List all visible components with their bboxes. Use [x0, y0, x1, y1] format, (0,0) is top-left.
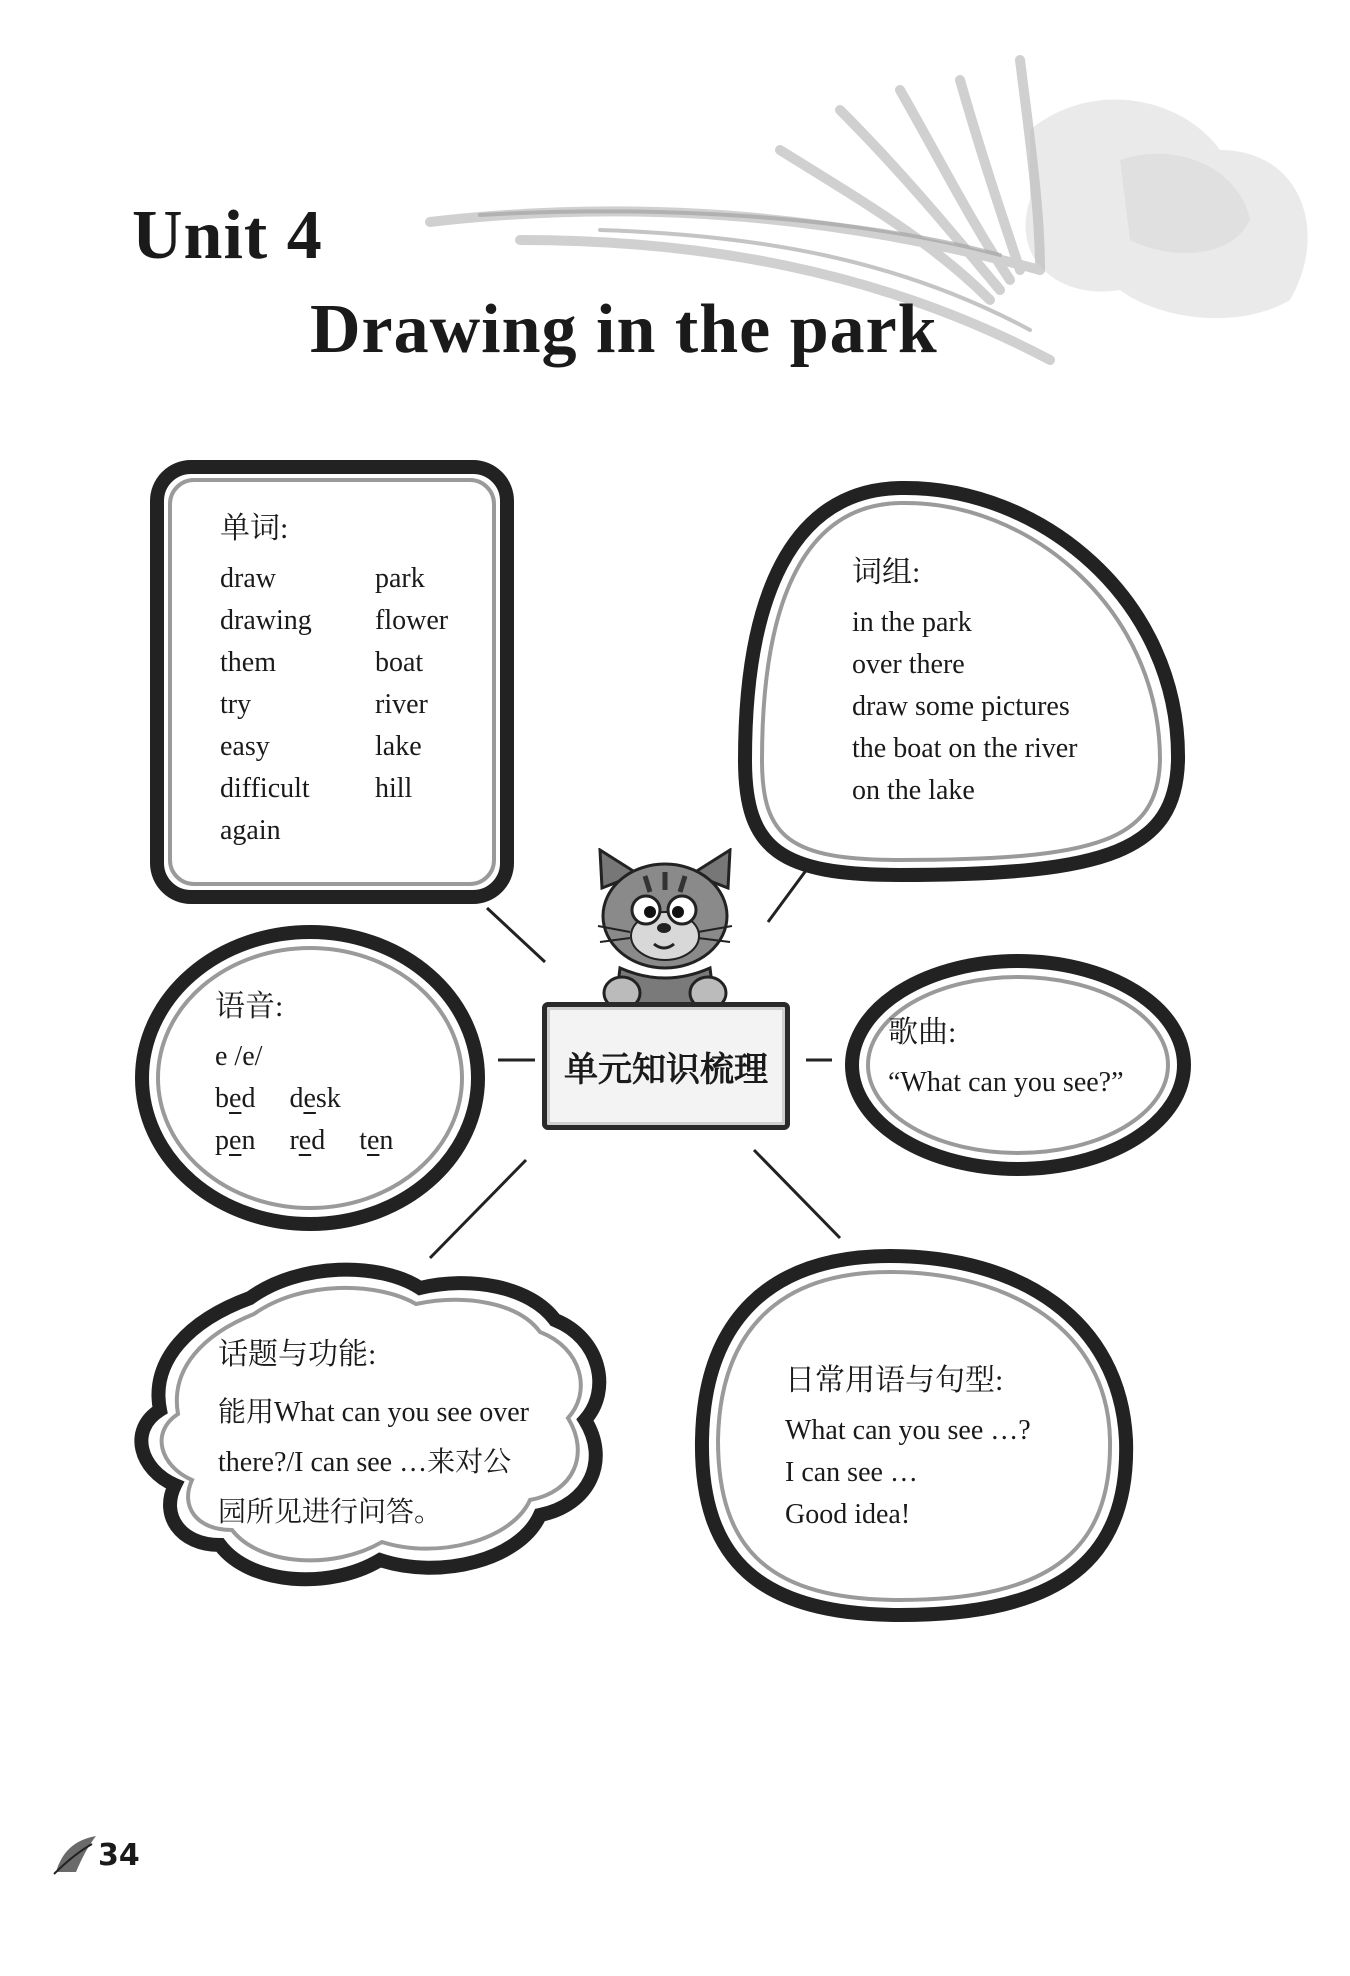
word-item	[375, 810, 485, 852]
topic-box	[218, 1330, 578, 1538]
phrases-box	[852, 552, 1172, 812]
unit-label: Unit 4	[132, 197, 323, 274]
word-item: try	[220, 689, 252, 720]
cat-icon	[590, 848, 740, 1018]
phrase-item: draw some pictures	[852, 691, 1070, 722]
word-item: flower	[375, 605, 449, 636]
phonics-sound: e /e/	[215, 1041, 263, 1072]
topic-heading: 话题与功能:	[218, 1338, 377, 1371]
page-title: Drawing in the park	[310, 291, 938, 368]
center-sign	[542, 1002, 790, 1130]
expressions-heading: 日常用语与句型:	[785, 1364, 1004, 1397]
song-box	[888, 1012, 1168, 1104]
phrase-item: the boat on the river	[852, 733, 1078, 764]
underlined-vowel: e	[366, 1125, 380, 1156]
phrase-item: in the park	[852, 607, 972, 638]
word-item: river	[375, 689, 428, 720]
connector-expressions	[754, 1150, 840, 1238]
page-number: 34	[98, 1838, 140, 1873]
connector-phrases	[768, 865, 810, 922]
phonics-word: pen	[215, 1125, 256, 1156]
word-item: difficult	[220, 773, 310, 804]
word-item: lake	[375, 731, 422, 762]
words-box	[220, 508, 490, 852]
word-item: again	[220, 815, 281, 846]
word-item: draw	[220, 563, 276, 594]
words-grid	[220, 558, 490, 852]
topic-line: there?/I can see …来对公	[218, 1447, 512, 1478]
word-item: them	[220, 647, 276, 678]
phonics-row	[215, 1078, 465, 1120]
phrase-item: over there	[852, 649, 965, 680]
expression-line: I can see …	[785, 1457, 918, 1488]
underlined-vowel: e	[303, 1083, 316, 1114]
connector-words	[487, 908, 545, 962]
underlined-vowel: e	[229, 1125, 242, 1156]
phrases-heading: 词组:	[852, 556, 921, 589]
song-heading: 歌曲:	[888, 1016, 957, 1049]
expression-line: Good idea!	[785, 1499, 911, 1530]
expression-line: What can you see …?	[785, 1415, 1031, 1446]
word-item: drawing	[220, 605, 312, 636]
phonics-word: red	[289, 1125, 326, 1156]
phonics-box	[215, 986, 465, 1162]
word-item: boat	[375, 647, 424, 678]
phonics-word: ten	[359, 1125, 394, 1156]
words-heading: 单词:	[220, 512, 289, 545]
song-title: “What can you see?”	[888, 1067, 1124, 1098]
phonics-word: desk	[289, 1083, 341, 1114]
leaf-icon	[52, 1832, 100, 1876]
phonics-word: bed	[215, 1083, 256, 1114]
phonics-heading: 语音:	[215, 990, 284, 1023]
phrase-item: on the lake	[852, 775, 975, 806]
phonics-row	[215, 1120, 465, 1162]
word-item: hill	[375, 773, 413, 804]
expressions-box	[785, 1360, 1105, 1536]
center-label: 单元知识梳理	[564, 1049, 768, 1090]
underlined-vowel: e	[229, 1083, 242, 1114]
word-item: easy	[220, 731, 270, 762]
underlined-vowel: e	[298, 1125, 312, 1156]
topic-line: 能用What can you see over	[218, 1397, 529, 1428]
topic-line: 园所见进行问答。	[218, 1497, 443, 1528]
word-item: park	[375, 563, 425, 594]
